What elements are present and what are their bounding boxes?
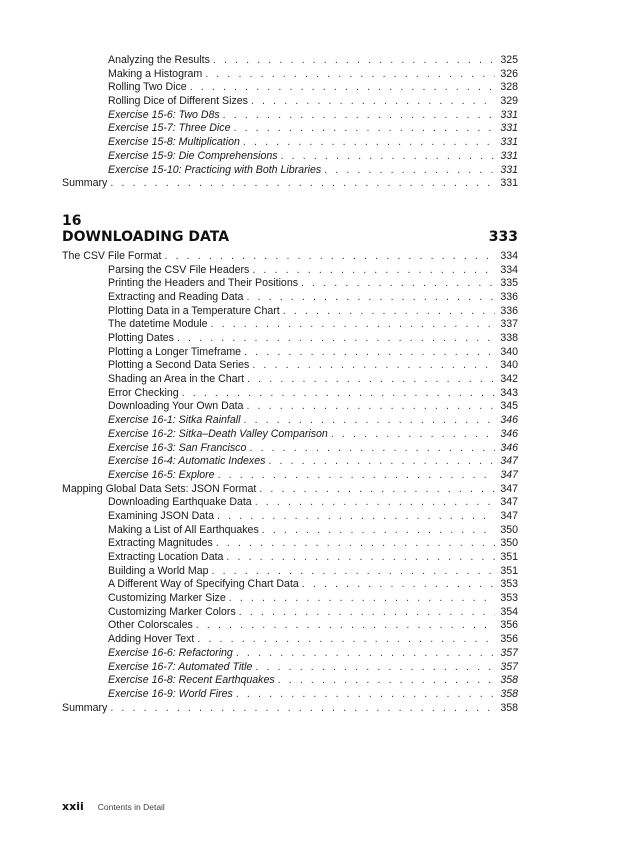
toc-entry-title: Extracting Location Data [108,551,224,563]
footer-running-title: Contents in Detail [97,802,165,812]
toc-entry-title: Customizing Marker Colors [108,605,236,618]
toc-entry[interactable] [62,702,518,716]
toc-entry-title: Exercise 16-4: Automatic Indexes [108,455,266,468]
toc-entry-page-number: 358 [500,674,518,687]
toc-entry-page-number: 331 [500,108,518,121]
toc-entry-page-number: 334 [500,249,518,262]
toc-entry-title: Examining JSON Data [108,509,214,522]
toc-entry-page-number: 353 [500,578,518,591]
dot-leader [262,524,495,538]
toc-entry-page-number: 347 [500,482,518,495]
dot-leader [243,414,495,428]
dot-leader [197,633,495,647]
dot-leader [331,428,495,442]
toc-entry-title: Extracting and Reading Data [108,290,244,303]
toc-entry-page-number: 350 [500,537,518,550]
toc-entry-title: Error Checking [108,386,179,399]
dot-leader [216,537,495,551]
toc-entry-page-number: 328 [500,81,518,94]
toc-entry-title: Plotting Data in a Temperature Chart [108,304,280,317]
toc-entry-title: Exercise 16-1: Sitka Rainfall [108,414,241,427]
toc-entry[interactable] [62,551,518,565]
toc-entry[interactable] [62,537,518,551]
toc-entry[interactable] [62,633,518,647]
toc-entry[interactable] [62,565,518,579]
dot-leader [212,565,496,579]
toc-entry[interactable] [62,442,518,456]
toc-entry-title: Summary [62,701,108,714]
dot-leader [213,54,495,68]
toc-entry[interactable] [62,264,518,278]
toc-entry-page-number: 357 [500,646,518,659]
toc-entry-page-number: 343 [500,386,518,399]
toc-entry[interactable] [62,318,518,332]
toc-entry-title: Exercise 16-5: Explore [108,468,215,481]
toc-entry-page-number: 331 [500,136,518,149]
toc-entry-page-number: 353 [500,592,518,605]
dot-leader [110,177,495,191]
toc-entry-title: Building a World Map [108,564,209,577]
dot-leader [244,346,495,360]
toc-entry-page-number: 331 [500,177,518,190]
dot-leader [226,551,495,565]
dot-leader [268,455,495,469]
toc-entry-title: Parsing the CSV File Headers [108,263,250,276]
toc-entry-title: Plotting Dates [108,332,174,344]
toc-entry-title: Exercise 16-9: World Fires [108,687,233,700]
toc-entry-title: Exercise 15-8: Multiplication [108,136,240,149]
toc-entry-title: Exercise 16-3: San Francisco [108,441,247,454]
toc-entry[interactable] [62,359,518,373]
toc-entry[interactable] [62,332,518,346]
toc-entry-title: Plotting a Longer Timeframe [108,345,242,358]
toc-entry-title: Exercise 16-8: Recent Earthquakes [108,674,275,687]
toc-entry-page-number: 335 [500,277,518,290]
dot-leader [246,400,495,414]
dot-leader [301,277,495,291]
toc-entry[interactable] [62,54,518,68]
toc-entry[interactable] [62,688,518,702]
toc-entry[interactable] [62,277,518,291]
toc-entry[interactable] [62,674,518,688]
toc-entry[interactable] [62,414,518,428]
footer-page-number: xxii [62,800,84,813]
dot-leader [110,702,495,716]
toc-entry[interactable] [62,524,518,538]
toc-entry-title: Rolling Two Dice [108,81,187,94]
toc-entry[interactable] [62,305,518,319]
dot-leader [218,469,495,483]
toc-entry[interactable] [62,428,518,442]
dot-leader [236,688,495,702]
toc-section-top [62,54,518,191]
dot-leader [165,250,496,264]
toc-entry-title: The CSV File Format [62,249,162,262]
toc-entry-page-number: 340 [500,359,518,372]
toc-entry-page-number: 326 [500,67,518,80]
dot-leader [278,674,495,688]
toc-entry[interactable] [62,400,518,414]
chapter-heading [62,213,518,246]
toc-entry[interactable] [62,661,518,675]
toc-entry-page-number: 358 [500,687,518,700]
toc-entry[interactable] [62,578,518,592]
toc-entry-title: Shading an Area in the Chart [108,373,245,386]
toc-entry-page-number: 340 [500,345,518,358]
chapter-title-row[interactable] [62,229,518,246]
toc-entry[interactable] [62,95,518,109]
toc-entry[interactable] [62,68,518,82]
chapter-page-number: 333 [488,228,518,245]
toc-entry-page-number: 337 [500,318,518,331]
dot-leader [302,578,495,592]
dot-leader [211,318,495,332]
toc-entry-title: Rolling Dice of Different Sizes [108,95,248,108]
dot-leader [233,122,495,136]
toc-entry-title: Making a Histogram [108,67,203,80]
toc-entry-page-number: 347 [500,468,518,481]
dot-leader [217,510,495,524]
toc-entry-title: Customizing Marker Size [108,592,226,605]
dot-leader [239,606,495,620]
toc-entry-title: Exercise 16-2: Sitka–Death Valley Comparison [108,427,328,440]
toc-entry[interactable] [62,592,518,606]
toc-entry-title: Exercise 16-7: Automated Title [108,660,253,673]
toc-entry-title: Plotting a Second Data Series [108,359,250,372]
toc-entry-page-number: 350 [500,523,518,536]
toc-entry-page-number: 336 [500,304,518,317]
toc-entry-title: Adding Hover Text [108,633,195,646]
toc-entry[interactable] [62,619,518,633]
chapter-title: DOWNLOADING DATA [62,228,230,245]
toc-entry-page-number: 342 [500,373,518,386]
toc-entry-title: Exercise 16-6: Refactoring [108,646,233,659]
dot-leader [283,305,495,319]
dot-leader [259,483,495,497]
toc-entry-page-number: 346 [500,414,518,427]
toc-section-chapter-16 [62,250,518,715]
toc-entry[interactable] [62,291,518,305]
dot-leader [190,81,495,95]
toc-entry[interactable] [62,150,518,164]
page-footer [62,800,165,813]
toc-entry-title: Exercise 15-10: Practicing with Both Libraries [108,163,322,176]
toc-entry-title: Exercise 15-9: Die Comprehensions [108,149,278,162]
toc-entry[interactable] [62,483,518,497]
toc-entry[interactable] [62,606,518,620]
dot-leader [205,68,495,82]
dot-leader [249,442,495,456]
toc-entry[interactable] [62,373,518,387]
toc-page [62,54,518,715]
dot-leader [243,136,495,150]
toc-entry-title: Analyzing the Results [108,54,210,66]
toc-entry[interactable] [62,122,518,136]
toc-entry[interactable] [62,510,518,524]
toc-entry-page-number: 351 [500,564,518,577]
dot-leader [177,332,495,346]
toc-entry-title: Printing the Headers and Their Positions [108,277,299,290]
toc-entry-page-number: 331 [500,122,518,135]
toc-entry[interactable] [62,346,518,360]
toc-entry-page-number: 345 [500,400,518,413]
toc-entry-title: Exercise 15-7: Three Dice [108,122,231,135]
toc-entry[interactable] [62,647,518,661]
toc-entry[interactable] [62,469,518,483]
toc-entry[interactable] [62,177,518,191]
toc-entry[interactable] [62,136,518,150]
toc-entry[interactable] [62,250,518,264]
dot-leader [255,661,495,675]
toc-entry-page-number: 354 [500,605,518,618]
toc-entry-title: The datetime Module [108,318,208,331]
toc-entry-title: A Different Way of Specifying Chart Data [108,578,299,591]
toc-entry-page-number: 347 [500,496,518,509]
toc-entry-page-number: 325 [500,54,518,66]
dot-leader [324,164,495,178]
toc-entry-page-number: 334 [500,263,518,276]
toc-entry[interactable] [62,164,518,178]
dot-leader [223,109,495,123]
dot-leader [251,95,495,109]
toc-entry-title: Mapping Global Data Sets: JSON Format [62,482,257,495]
toc-entry-page-number: 331 [500,149,518,162]
toc-entry-title: Exercise 15-6: Two D8s [108,108,220,121]
toc-entry[interactable] [62,455,518,469]
toc-entry-page-number: 329 [500,95,518,108]
toc-entry-page-number: 356 [500,633,518,646]
dot-leader [246,291,495,305]
toc-entry-page-number: 331 [500,163,518,176]
toc-entry-title: Extracting Magnitudes [108,537,213,550]
toc-entry-title: Downloading Earthquake Data [108,496,252,509]
toc-entry[interactable] [62,387,518,401]
dot-leader [252,264,495,278]
toc-entry-page-number: 347 [500,509,518,522]
dot-leader [182,387,495,401]
toc-entry-title: Downloading Your Own Data [108,400,244,413]
toc-entry-page-number: 347 [500,455,518,468]
toc-entry[interactable] [62,496,518,510]
dot-leader [247,373,495,387]
toc-entry-page-number: 351 [500,551,518,563]
dot-leader [281,150,495,164]
dot-leader [229,592,495,606]
toc-entry-title: Summary [62,177,108,190]
toc-entry-page-number: 346 [500,441,518,454]
dot-leader [255,496,495,510]
toc-entry-page-number: 356 [500,619,518,632]
chapter-number: 16 [62,212,82,229]
toc-entry[interactable] [62,109,518,123]
toc-entry[interactable] [62,81,518,95]
toc-entry-title: Making a List of All Earthquakes [108,523,259,536]
toc-entry-title: Other Colorscales [108,619,193,632]
toc-entry-page-number: 358 [500,701,518,714]
toc-entry-page-number: 336 [500,290,518,303]
dot-leader [236,647,495,661]
dot-leader [252,359,495,373]
toc-entry-page-number: 346 [500,427,518,440]
toc-entry-page-number: 338 [500,332,518,344]
toc-entry-page-number: 357 [500,660,518,673]
dot-leader [196,619,495,633]
